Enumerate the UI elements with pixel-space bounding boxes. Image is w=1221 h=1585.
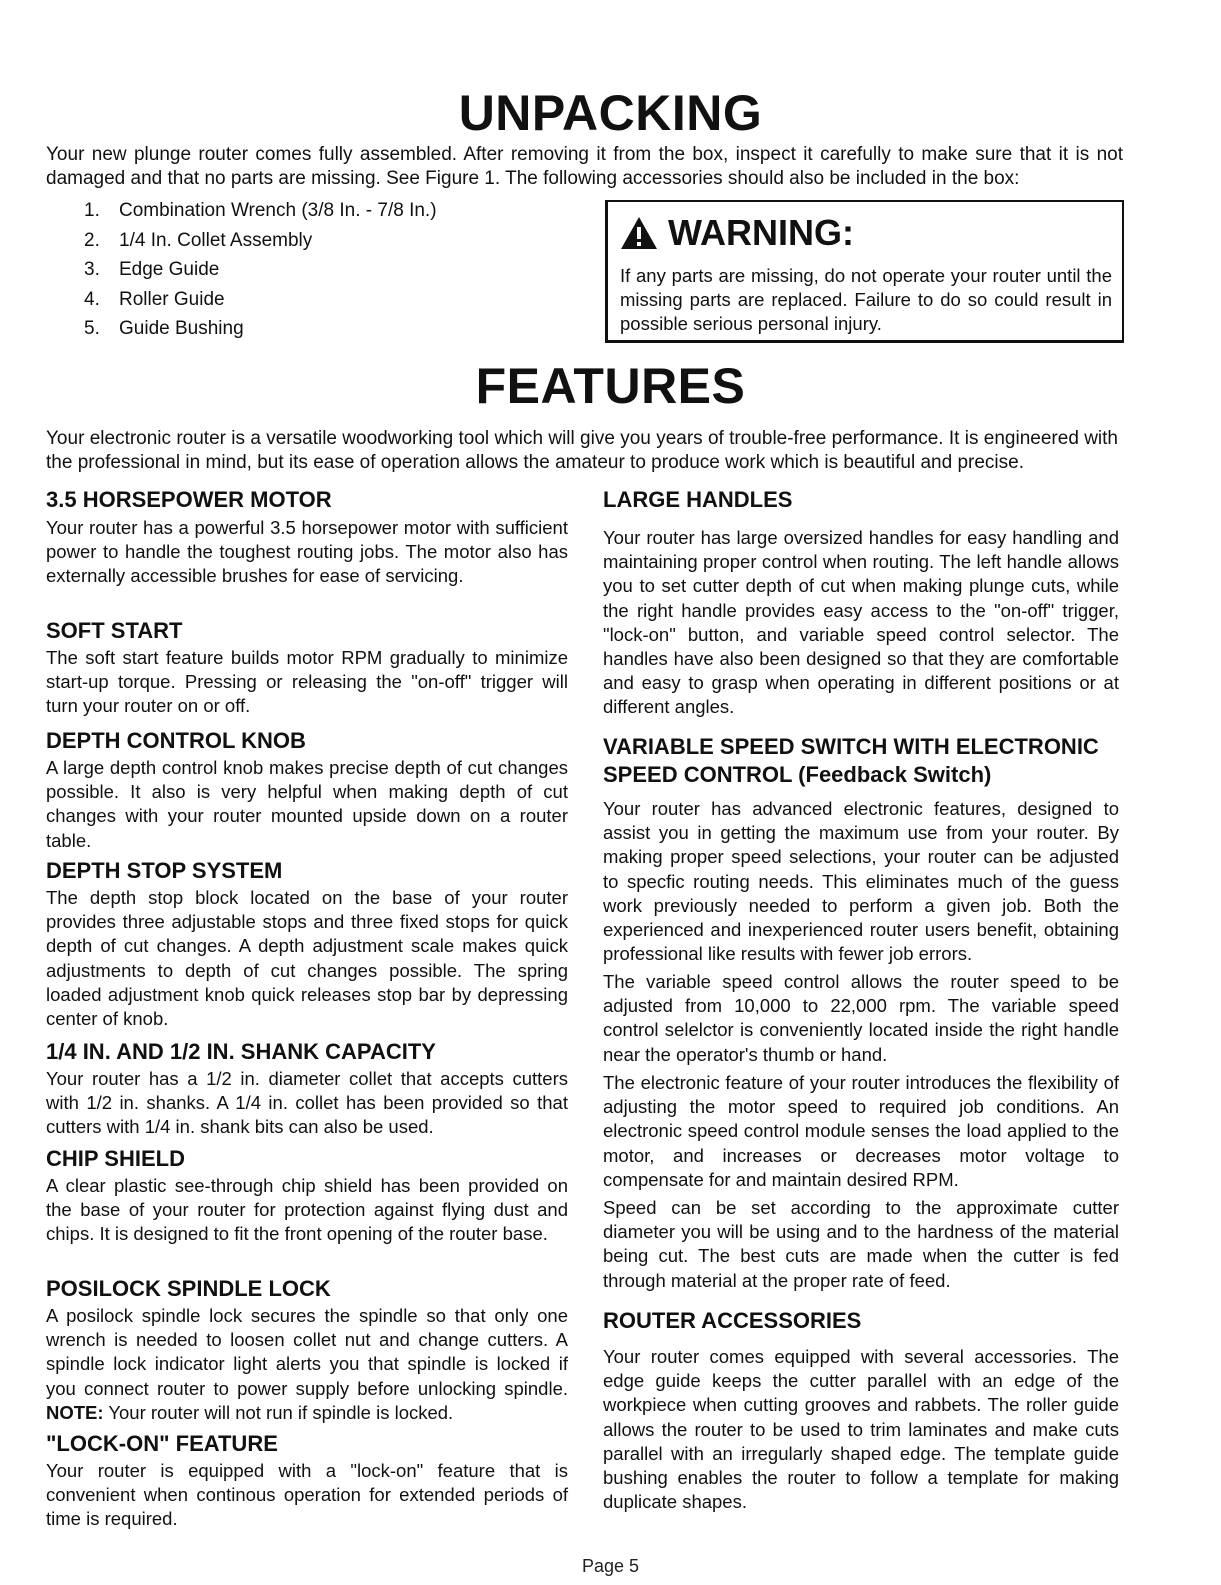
warning-triangle-icon [620,216,658,250]
section-heading: VARIABLE SPEED SWITCH WITH ELECTRONIC SPEED CONTROL (Feedback Switch) [603,734,1099,787]
section-body: Your router has large oversized handles for easy handling and maintaining proper control when routing. The left handle allows you to set cutter depth of cut when making plunge cuts, while the right handle provides easy access to the "on-off" trigger, "lock-on" button, and variable speed control selector. The handles have also been designed so that they are comfortable and easy to grasp when operating in different positions or at different angles. [603,527,1119,718]
section-body: The depth stop block located on the base of your router provides three adjustable stops and three fixed stops for quick depth of cut changes. A depth adjustment scale makes quick adjustments to depth of cut changes possible. The spring loaded adjustment knob quick releases stop bar by depressing center of knob. [46,887,568,1030]
section-body: The electronic feature of your router introduces the flexibility of adjusting the motor speed to required job conditions. An electronic speed control module senses the load applied to the motor, and increases or decreases motor voltage to compensate for and maintain desired RPM. [603,1072,1119,1190]
accessory-list [84,196,437,344]
list-item: 2. 1/4 In. Collet Assembly [84,229,313,251]
section-body: Your router comes equipped with several accessories. The edge guide keeps the cutter parallel with an edge of the workpiece when cutting grooves and rabbets. The roller guide allows the router to be used to trim laminates and make cuts parallel with an irregularly shaped edge. The template guide bushing enables the router to follow a template for making duplicate shapes. [603,1346,1119,1513]
section-heading: CHIP SHIELD [46,1146,185,1171]
list-item: 4. Roller Guide [84,288,225,310]
section-heading: POSILOCK SPINDLE LOCK [46,1276,331,1301]
section-heading: DEPTH STOP SYSTEM [46,858,283,883]
section-heading: ROUTER ACCESSORIES [603,1308,862,1333]
section-heading: LARGE HANDLES [603,487,793,512]
note-label: NOTE: [46,1401,104,1423]
section-body: A large depth control knob makes precise depth of cut changes possible. It also is very helpful when making depth of cut changes with your router mounted upside down on a router table. [46,757,568,851]
features-title: FEATURES [475,358,746,414]
list-item: 3. Edge Guide [84,259,220,280]
section-heading: DEPTH CONTROL KNOB [46,728,306,753]
warning-box [605,200,1124,343]
section-body: Speed can be set according to the approximate cutter diameter you will be using and to the hardness of the material being cut. The best cuts are made when the cutter is fed through material at the proper rate of feed. [603,1197,1119,1291]
section-heading: SOFT START [46,618,183,643]
features-intro: Your electronic router is a versatile woodworking tool which will give you years of trouble-free performance. It is engineered with the professional in mind, but its ease of operation allows the amateur to produce work which is beautiful and precise. [46,428,1118,473]
section-body: A clear plastic see-through chip shield has been provided on the base of your router for protection against flying dust and chips. It is designed to fit the front opening of the router base. [46,1175,568,1245]
page-number: Page 5 [581,1556,640,1576]
list-item: 1. Combination Wrench (3/8 In. - 7/8 In.) [84,200,437,221]
section-body: Your router is equipped with a "lock-on" feature that is convenient when continous operation for extended periods of time is required. [46,1460,568,1530]
section-body: A posilock spindle lock secures the spindle so that only one wrench is needed to loosen collet nut and change cutters. A spindle lock indicator light alerts you that spindle is locked if you connect router to power supply before unlocking spindle. NOTE: Your router will not run if spindle is locked. [46,1305,568,1423]
section-body: Your router has advanced electronic features, designed to assist you in getting the maximum use from your router. By making proper speed selections, your router can be adjusted to specfic routing needs. This eliminates much of the guess work previously needed to perform a given job. Both the experienced and inexperienced router users benefit, obtaining professional like results with fewer job errors. [603,798,1119,965]
section-body: Your router has a powerful 3.5 horsepower motor with sufficient power to handle the toughest routing jobs. The motor also has externally accessible brushes for ease of servicing. [46,517,568,587]
list-item: 5. Guide Bushing [84,318,244,339]
section-heading: 1/4 IN. AND 1/2 IN. SHANK CAPACITY [46,1039,436,1064]
section-heading: "LOCK-ON" FEATURE [46,1431,278,1456]
section-body: The soft start feature builds motor RPM gradually to minimize start-up torque. Pressing or releasing the "on-off" trigger will turn your router on or off. [46,647,568,717]
section-body: The variable speed control allows the router speed to be adjusted from 10,000 to 22,000 rpm. The variable speed control selelctor is conveniently located inside the right handle near the operator's thumb or hand. [603,971,1119,1065]
unpacking-title: UNPACKING [458,85,763,141]
warning-text: If any parts are missing, do not operate your router until the missing parts are replaced. Failure to do so could result in possible serious personal injury. [620,265,1112,334]
section-body: Your router has a 1/2 in. diameter collet that accepts cutters with 1/2 in. shanks. A 1/4 in. collet has been provided so that cutters with 1/4 in. shank bits can also be used. [46,1068,568,1138]
unpacking-intro: Your new plunge router comes fully assembled. After removing it from the box, inspect it carefully to make sure that it is not damaged and that no parts are missing. See Figure 1. The following accessories should also be included in the box: [46,144,1123,189]
section-heading: 3.5 HORSEPOWER MOTOR [46,487,332,512]
warning-title: WARNING: [668,212,854,253]
